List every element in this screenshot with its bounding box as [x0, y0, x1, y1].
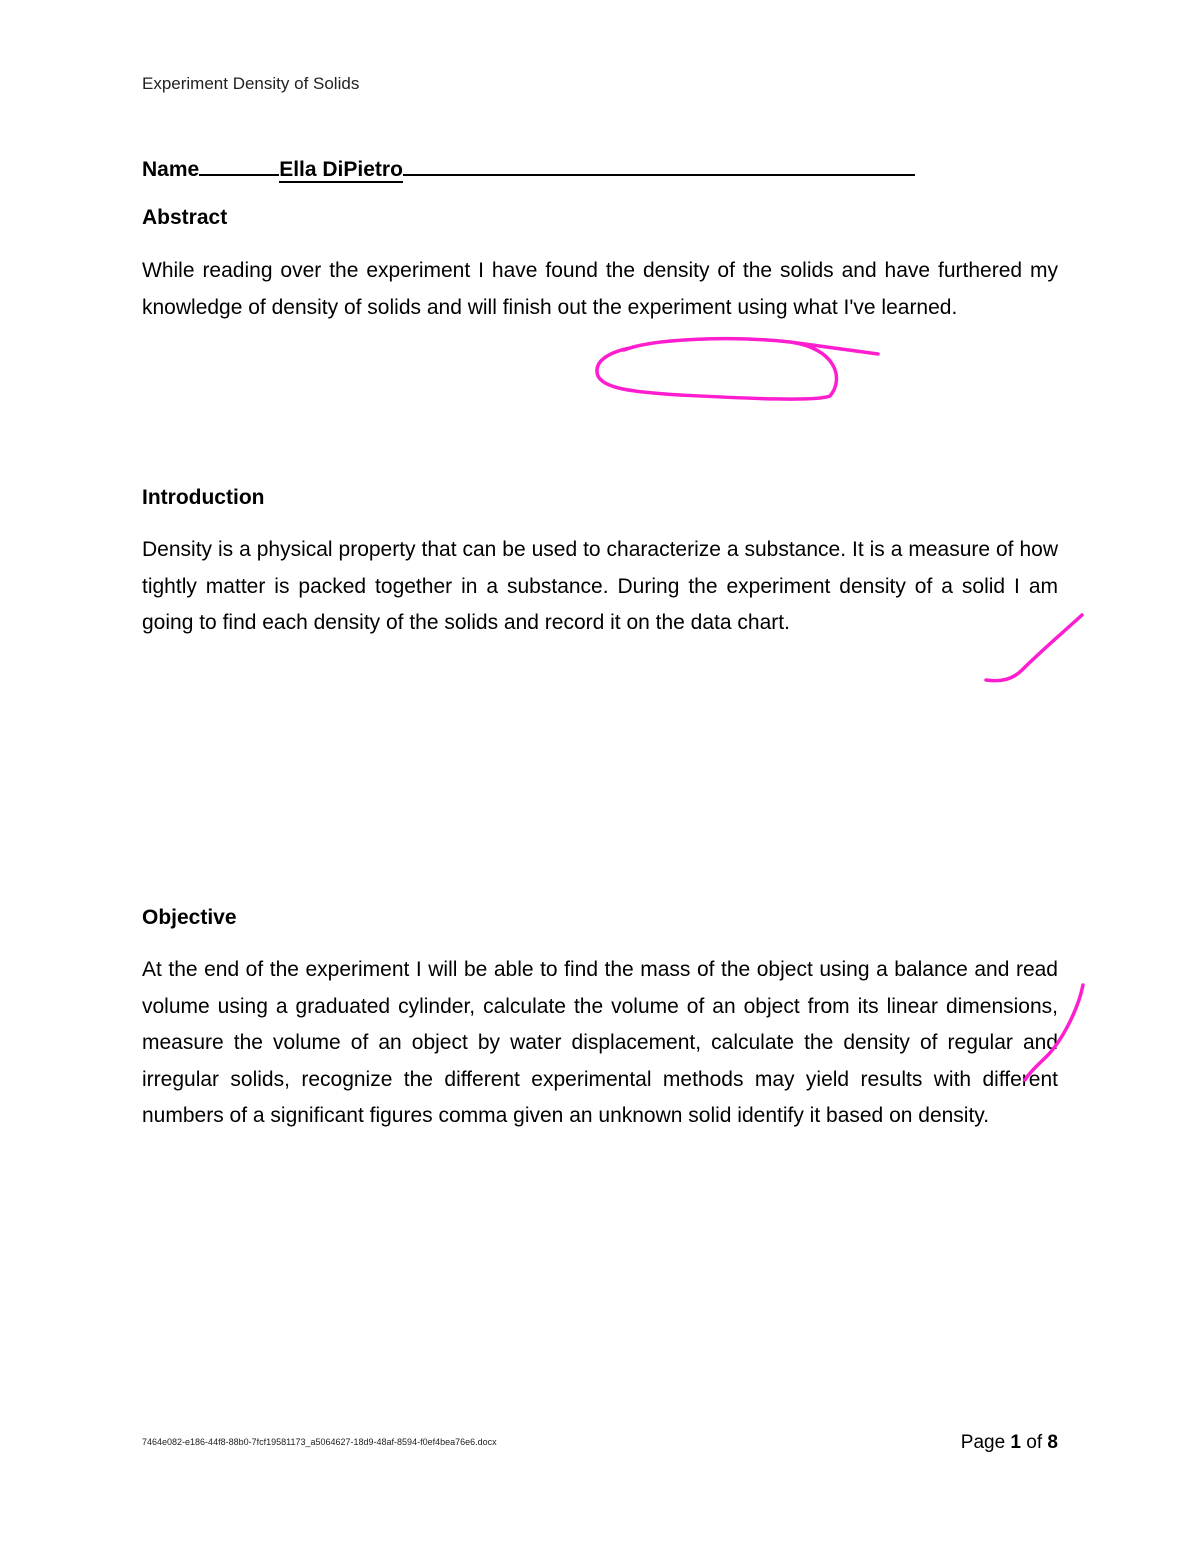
footer-page-current: 1: [1010, 1432, 1021, 1453]
name-blank-right: [403, 154, 915, 176]
footer-page-number: [961, 1432, 1058, 1454]
annotation-loop-mark: [597, 339, 878, 399]
objective-heading: Objective: [142, 906, 237, 929]
introduction-heading: Introduction: [142, 486, 265, 509]
student-name: Ella DiPietro: [279, 158, 403, 181]
page-header-title: Experiment Density of Solids: [142, 74, 360, 93]
footer-document-id: 7464e082-e186-44f8-88b0-7fcf19581173_a5064627-18d9-48af-8594-f0ef4bea76e6.docx: [142, 1437, 497, 1447]
abstract-body: While reading over the experiment I have found the density of the solids and have furthered my knowledge of density of solids and will finish out the experiment using what I've learned.: [142, 259, 1058, 319]
footer-page-total: 8: [1047, 1432, 1058, 1453]
footer-of-word: of: [1026, 1432, 1043, 1453]
footer-page-word: Page: [960, 1432, 1006, 1453]
name-label: Name: [142, 158, 200, 181]
objective-body: At the end of the experiment I will be able to find the mass of the object using a balance and read volume using a graduated cylinder, calculate the volume of an object from its linear dimensions, measure the volume of an object by water displacement, calculate the density of regular and irregular solids, recognize the different experimental methods may yield results with different numbers of a significant figures comma given an unknown solid identify it based on density.: [142, 958, 1058, 1127]
name-blank-left: [199, 154, 279, 176]
abstract-heading: Abstract: [142, 206, 228, 229]
name-line: [142, 154, 915, 182]
introduction-body: Density is a physical property that can be used to characterize a substance. It is a measure of how tightly matter is packed together in a substance. During the experiment density of a solid I am going to find each density of the solids and record it on the data chart.: [142, 538, 1058, 634]
